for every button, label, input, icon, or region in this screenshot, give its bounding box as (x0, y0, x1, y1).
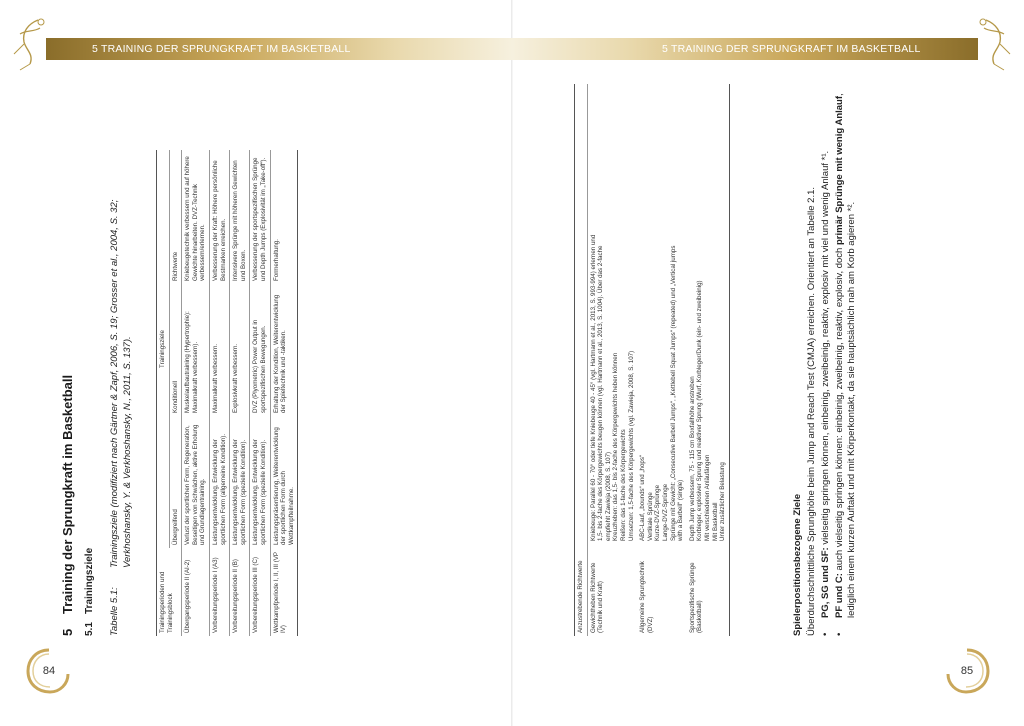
table-cell: Kniebeugetechnik verbessern und auf höhere Gewichte hinarbeiten. DVZ-Technik verbessern/erlernen. (182, 150, 210, 284)
table-row (230, 150, 250, 636)
bullet-icon: • (820, 632, 831, 636)
table-cell (687, 84, 729, 544)
table-row (250, 150, 270, 636)
table-cell: Leistungsentwicklung, Entwicklung der sportlichen Form (allgemeine Kondition). (209, 416, 229, 548)
table-line: Unter zusätzlicher Belastung (719, 462, 727, 541)
table-line: Sprünge mit Gewicht: „Consecutive Barbell Jumps“, „Kettlebell Squat Jumps“ (repeated) und „Vertical jumps (669, 245, 677, 541)
section-title: Trainingsziele (84, 547, 95, 614)
table-cell: Vorbereitungsperiode II (B) (230, 548, 250, 636)
subsection-heading: Spielerpositionsbezogene Ziele (792, 493, 803, 636)
table-cell: Leistungsentwicklung, Entwicklung der sportlichen Form (spezielle Kondition). (230, 416, 250, 548)
table-cell: Explosivkraft verbessern. (230, 284, 250, 416)
table-header-cell: Anzustrebende Richtwerte (575, 84, 588, 636)
table-header-cell: Übergreifend (169, 416, 182, 548)
table-caption (108, 166, 134, 636)
table-cell: Erhaltung der Kondition, Weiterentwicklung der Spieltechnik und -taktiken. (270, 284, 298, 416)
table-line: Korbleger, explosiver Sprung und reaktiver Sprung (Wurf, Korbleger/Dunk (ein- und zweibeinig) (696, 280, 704, 541)
table-header-cell: Konditionell (169, 284, 182, 416)
table-row (270, 150, 298, 636)
table-header-row (575, 84, 588, 636)
chapter-title: Training der Sprungkraft im Basketball (60, 374, 75, 614)
table-row (687, 84, 729, 636)
bullet-emphasis: primär Sprünge mit wenig Anlauf (834, 95, 845, 246)
page-number: 84 (42, 665, 56, 677)
table-cell: Verbesserung der sportspezifischen Sprünge und Depth Jumps (Explosivität im „Take-off“). (250, 150, 270, 284)
table-cell: Intensivere Sprünge mit höheren Gewichten und Boxen. (230, 150, 250, 284)
bullet-text: vielseitig springen können, einbeinig, zweibeinig, reaktiv, explosiv mit viel und wenig Anlauf *¹. (820, 150, 831, 548)
table-line: Kreuzheben: das 1,5- bis 2-fache des Körpergewichts heben können (612, 352, 620, 541)
left-page-content (60, 76, 480, 636)
chapter-heading (60, 375, 75, 636)
table-cell: Sportspezifische Sprünge (Basketball) (687, 544, 729, 636)
section-heading (84, 548, 95, 636)
training-goals-table (156, 150, 298, 636)
table-header-cell: Trainingsziele (157, 150, 170, 548)
running-header-text: 5 TRAINING DER SPRUNGKRAFT IM BASKETBALL (662, 43, 921, 55)
table-row (637, 84, 687, 636)
table-header-cell: Trainingsperioden und Trainingsblock (157, 548, 182, 636)
table-line: Umsetzen: 1,5-fache des Körpergewichts (vgl. Zawieja, 2008, S. 107) (627, 350, 635, 541)
bullet-icon: • (834, 632, 845, 636)
bullet-text: auch vielseitig springen können: einbeinig, zweibeinig, reaktiv, explosiv, doch (834, 245, 845, 574)
table-cell: Verbesserung der Kraft: Höhere persönliche Bestmarken erreichen. (209, 150, 229, 284)
section-number: 5.1 (84, 622, 95, 636)
table-line: ABC-Lauf, „bounds“ und „hops“ (639, 455, 647, 541)
table-line: empfiehlt Zawieja (2008, S. 107) (604, 451, 612, 541)
table-header-cell: Richtwerte (169, 150, 182, 284)
table-row (209, 150, 229, 636)
table-cell: Leistungsentwicklung, Entwicklung der sportlichen Form (spezielle Kondition). (250, 416, 270, 548)
table-line: Vertikale Sprünge (646, 492, 654, 541)
table-line: Lange-DVZ-Sprünge (661, 483, 669, 541)
table-caption-line: Trainingsziele (modifiziert nach Gärtner & Zapf, 2006, S. 19; Grosser et al., 2004, S. 32; (109, 199, 120, 568)
bullet-item (834, 84, 858, 636)
chapter-number: 5 (60, 628, 75, 636)
table-cell (587, 84, 637, 544)
page-number-ornament (942, 646, 992, 696)
running-header-left (46, 38, 512, 60)
body-paragraph: Überdurchschnittliche Sprunghöhe beim Jump and Reach Test (CMJA) erreichen. Orientiert an Tabelle 2.1. (806, 186, 817, 636)
page-number: 85 (960, 665, 974, 677)
table-cell: Verlust der sportlichen Form, Regeneration, Beseitigen von Schwächen, aktive Erholung und Grundlagentraining. (182, 416, 210, 548)
page-gutter (511, 0, 513, 726)
table-cell: DVZ (Plyometric) Power Output in sportspezifischen Bewegungen. (250, 284, 270, 416)
table-cell: Muskelaufbautraining (Hypertrophie): Maximalkraft verbessern). (182, 284, 210, 416)
table-cell: Formerhaltung. (270, 150, 298, 284)
bullet-text: , lediglich einem kurzen Auftakt und mit Körperkontakt, da sie hauptsächlich nah am Korb agieren *². (834, 93, 857, 618)
table-cell: Gewichtheben Richtwerte (Technik und Kraft) (587, 544, 637, 636)
table-cell: Übergangsperiode II (AI-2) (182, 548, 210, 636)
table-header-row (157, 150, 170, 636)
table-caption-line: Verkhoshansky, Y. & Verkhoshansky, N., 2011, S. 137). (122, 336, 133, 568)
bullet-label: PF und C: (834, 573, 845, 618)
table-cell: Maximalkraft verbessern. (209, 284, 229, 416)
target-values-table (574, 84, 730, 636)
table-cell (637, 84, 687, 544)
bullet-item (820, 84, 832, 636)
table-line: Reißen: das 1-fache des Körpergewichts (619, 429, 627, 541)
table-cell: Wettkampfperiode I, II, III (VP IV) (270, 548, 298, 636)
running-header-right (512, 38, 978, 60)
table-cell: Allgemeine Sprungtechnik (DVZ) (639, 561, 654, 633)
table-label: Tabelle 5.1: (109, 587, 120, 636)
bullet-label: PG, SG und SF: (820, 547, 831, 618)
table-row (587, 84, 637, 636)
table-line: Mit verschiedenen Anläufängen (703, 454, 711, 541)
table-line: Depth Jump verbessern, 75 - 115 cm Boxfallhöhe anstreben (688, 376, 696, 541)
table-line: with a Barbell“ (single) (677, 479, 685, 541)
page-number-ornament (24, 646, 74, 696)
table-line: 1,5- bis 2-fache des Körpergewichts beugen können (vgl. Hartmann et al., 2013, S. 1004). Über das 2-fache (597, 245, 605, 541)
table-cell: Leistungspräsentierung, Weiterentwicklung der sportlichen Form durch Wettkampfteilnahme. (270, 416, 298, 548)
running-header-text: 5 TRAINING DER SPRUNGKRAFT IM BASKETBALL (92, 43, 351, 55)
table-cell: Vorbereitungsperiode I (A3) (209, 548, 229, 636)
table-line: Kurze-DVZ-Sprünge (654, 484, 662, 541)
table-row (182, 150, 210, 636)
table-line: Kniebeuge: Parallel 60 - 70° oder tiefe Kniebeuge 40 - 45° (vgl. Hartmann et al., 2013, S. 993-994) erlernen und (589, 234, 597, 541)
right-page-content (574, 76, 904, 636)
table-line: Mit Basketball (711, 502, 719, 541)
table-cell: Vorbereitungsperiode III (C) (250, 548, 270, 636)
